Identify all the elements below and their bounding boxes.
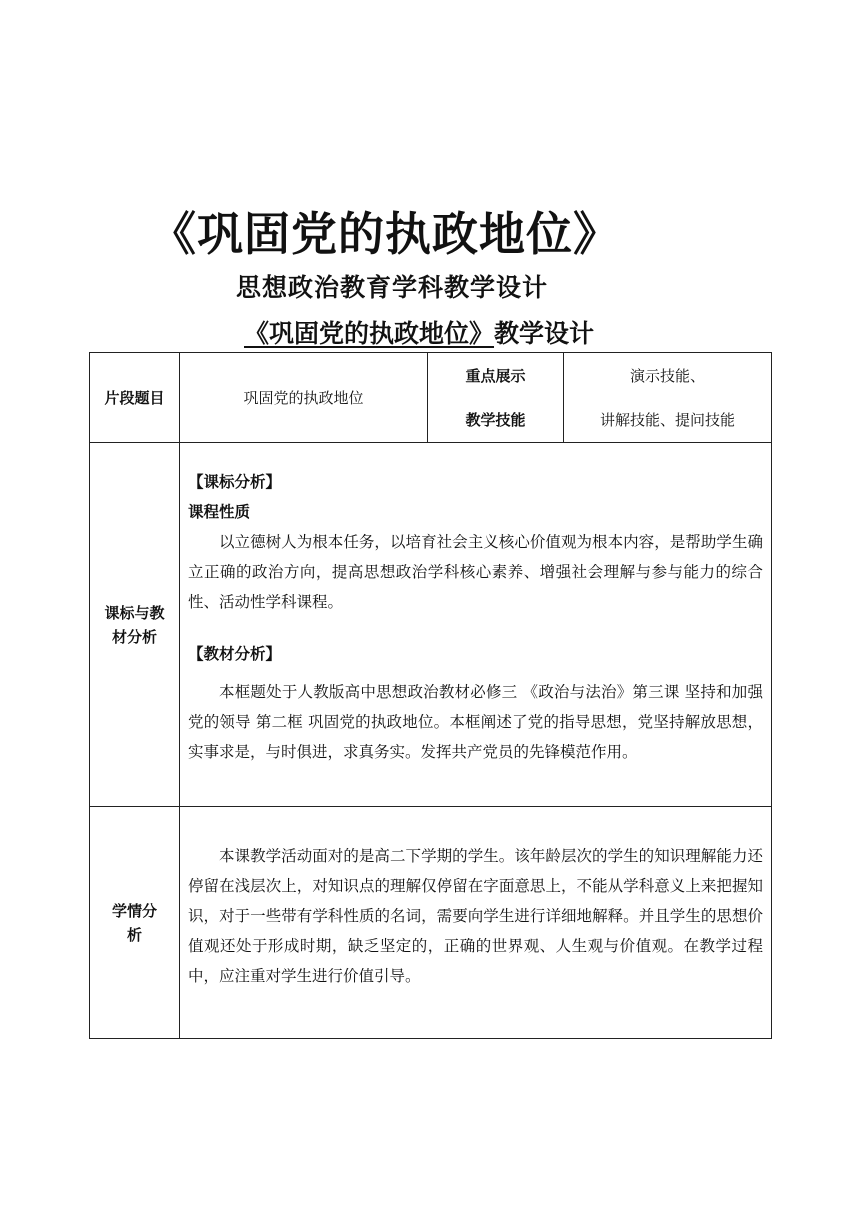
course-nature-text: 以立德树人为根本任务，以培育社会主义核心价值观为根本内容，是帮助学生确立正确的政治方向，提高思想政治学科核心素养、增强社会理解与参与能力的综合性、活动性学科课程。 <box>188 533 763 611</box>
key-skills-line1: 演示技能、 <box>629 366 705 385</box>
learner-analysis-content <box>180 807 772 1039</box>
label-learner-line1: 学情分 <box>111 901 157 920</box>
label-key-skills <box>428 353 564 443</box>
learner-analysis-text: 本课教学活动面对的是高二下学期的学生。该年龄层次的学生的知识理解能力还停留在浅层次上，对知识点的理解仅停留在字面意思上，不能从学科意义上来把握知识，对于一些带有学科性质的名词，需要向学生进行详细地解释。并且学生的思想价值观还处于形成时期，缺乏坚定的，正确的世界观、人生观与价值观。在教学过程中，应注重对学生进行价值引导。 <box>188 847 763 985</box>
key-skills-value <box>564 353 772 443</box>
textbook-analysis-heading: 【教材分析】 <box>188 645 282 663</box>
label-curriculum-line1: 课标与教 <box>104 603 165 622</box>
label-learner-analysis <box>90 807 180 1039</box>
lesson-plan-table <box>89 352 772 1039</box>
document-subtitle: 思想政治教育学科教学设计 <box>236 273 549 302</box>
table-row-curriculum <box>90 443 772 807</box>
label-key-skills-line1: 重点展示 <box>465 366 526 385</box>
label-learner-line2: 析 <box>126 925 142 944</box>
course-nature-heading: 课程性质 <box>188 503 251 521</box>
key-skills-line2: 讲解技能、提问技能 <box>599 410 735 429</box>
table-row-learner <box>90 807 772 1039</box>
label-segment-topic: 片段题目 <box>90 353 180 443</box>
label-curriculum-line2: 材分析 <box>111 627 157 646</box>
label-key-skills-line2: 教学技能 <box>465 410 526 429</box>
document-title: 《巩固党的执政地位》 <box>150 207 620 261</box>
segment-topic-value: 巩固党的执政地位 <box>180 353 428 443</box>
standard-analysis-heading: 【课标分析】 <box>188 473 282 491</box>
curriculum-analysis-content <box>180 443 772 807</box>
table-row-topic <box>90 353 772 443</box>
textbook-analysis-text: 本框题处于人教版高中思想政治教材必修三 《政治与法治》第三课 坚持和加强党的领导 第二框 巩固党的执政地位。本框阐述了党的指导思想，党坚持解放思想，实事求是，与时俱进，求真务实。发挥共产党员的先锋模范作用。 <box>188 683 763 761</box>
design-title-rest: 教学设计 <box>494 319 595 348</box>
design-title <box>244 314 594 350</box>
label-curriculum-analysis <box>90 443 180 807</box>
design-title-underlined: 《巩固党的执政地位》 <box>244 319 495 348</box>
